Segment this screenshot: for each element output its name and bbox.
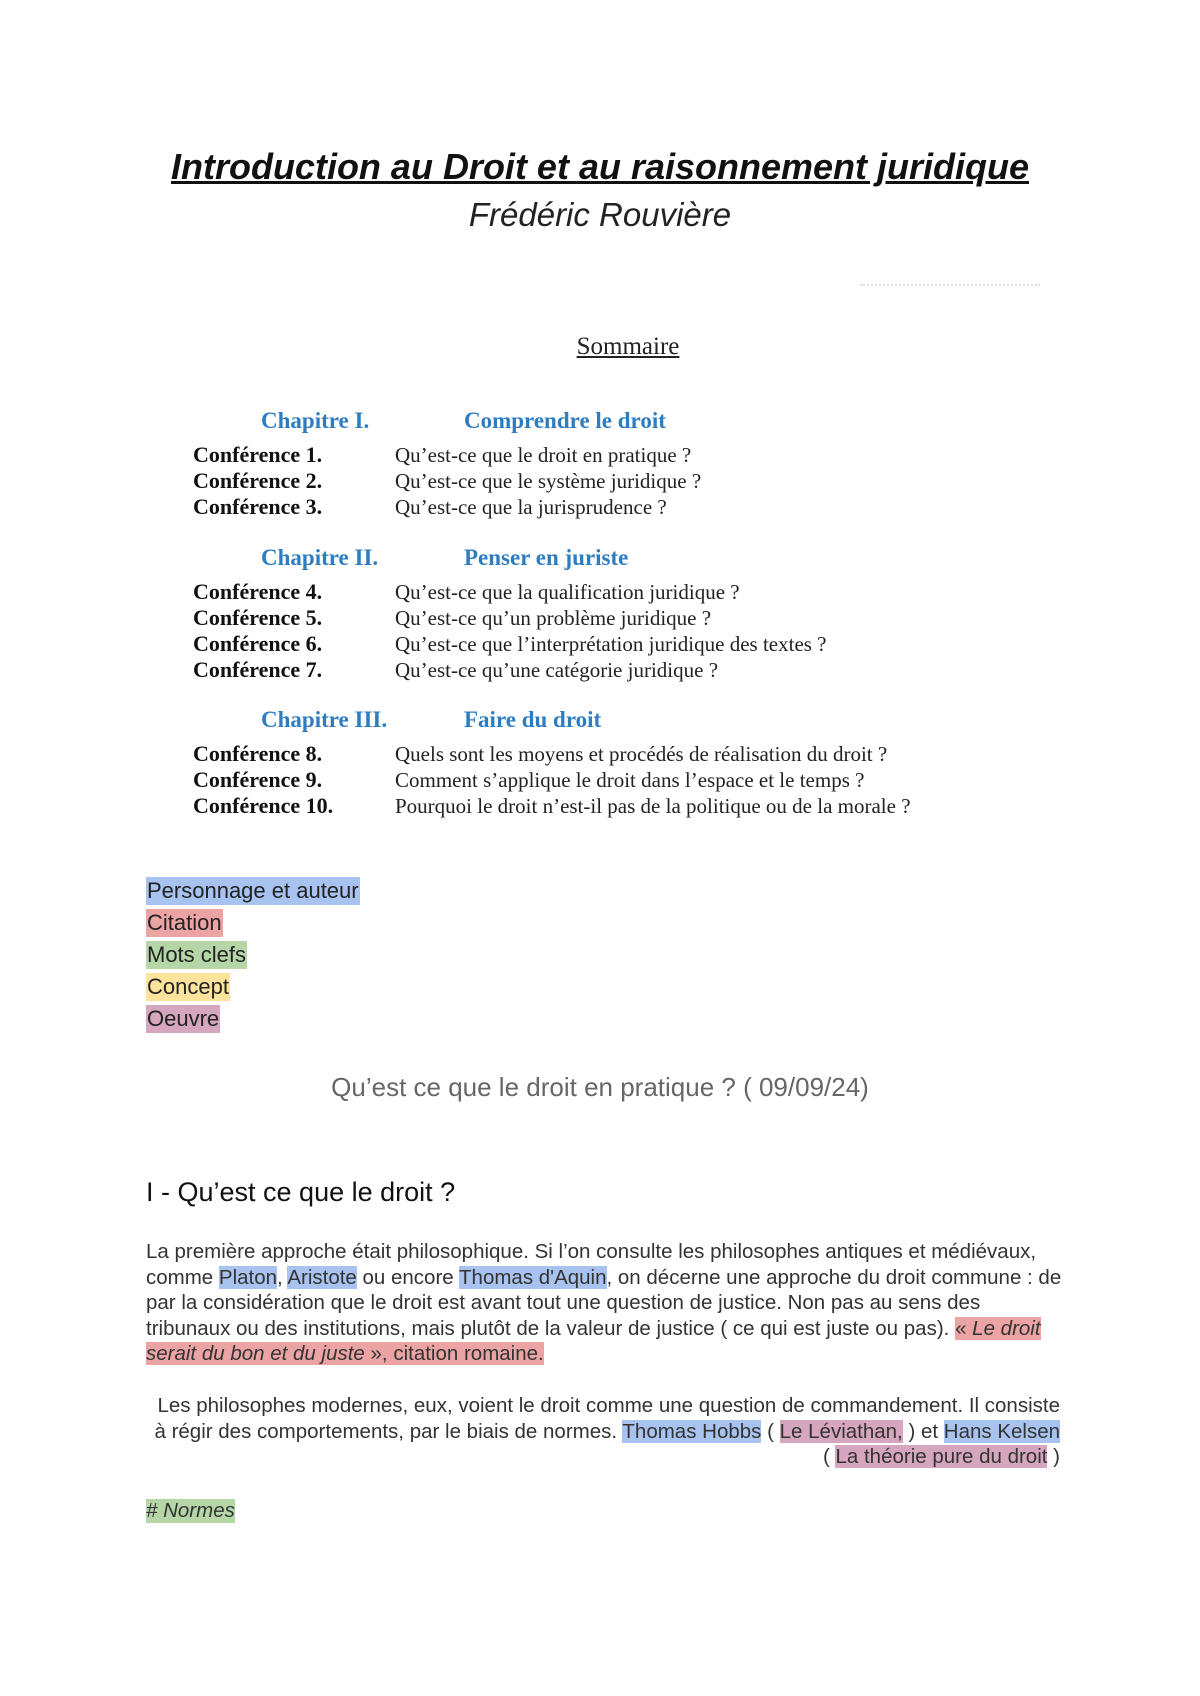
quote-text: Le droit serait du bon et du juste [146,1316,1041,1365]
chapter-label: Chapitre I. [261,408,370,433]
person-thomas-hobbs: Thomas Hobbs [622,1419,762,1443]
conference-question: Pourquoi le droit n’est-il pas de la politique ou de la morale ? [395,794,911,818]
person-thomas-daquin: Thomas d'Aquin [459,1265,607,1289]
text-run: ( [761,1419,780,1443]
conference-label: Conférence 4. [193,579,323,604]
text-run: ou encore [356,1265,460,1289]
legend-personnage: Personnage et auteur [147,878,359,903]
person-hans-kelsen: Hans Kelsen [943,1419,1060,1443]
conference-question: Qu’est-ce que le système juridique ? [395,469,702,493]
conference-label: Conférence 1. [193,442,323,467]
lecture-title: Qu’est ce que le droit en pratique ? ( 09/09/24) [331,1072,869,1102]
conference-question: Quels sont les moyens et procédés de réalisation du droit ? [395,742,888,766]
paragraph-ancient-approach [146,1239,1066,1367]
conference-question: Qu’est-ce qu’une catégorie juridique ? [395,658,719,682]
paragraph-modern-approach [146,1393,1060,1470]
summary-heading: Sommaire [576,333,680,360]
legend-citation: Citation [147,910,222,935]
faint-mark [860,284,1040,290]
chapter-title: Faire du droit [464,707,602,732]
chapter-label: Chapitre II. [261,545,379,570]
quote-close: », citation romaine. [364,1342,544,1365]
text-run: , on décerne une approche du droit commune : de par la considération que le droit est avant tout une question de justice. Non pas au sens des tribunaux ou des institutions, mais plutôt de la valeur de justice ( ce qui est juste ou pas). [146,1265,1062,1340]
conference-question: Qu’est-ce que la jurisprudence ? [395,495,667,519]
chapter-title: Comprendre le droit [464,408,666,433]
conference-label: Conférence 7. [193,657,323,682]
conference-label: Conférence 8. [193,741,323,766]
chapter-title: Penser en juriste [464,545,629,570]
document-title: Introduction au Droit et au raisonnement juridique [170,146,1030,187]
conference-question: Qu’est-ce que l’interprétation juridique des textes ? [395,632,827,656]
conference-label: Conférence 9. [193,767,323,792]
conference-label: Conférence 6. [193,631,323,656]
quote-open: « [955,1316,973,1340]
text-run: Les philosophes modernes, eux, voient le droit comme une question de commandement. Il consiste à régir des comportements, par le biais de normes. [154,1394,1060,1443]
work-leviathan: Le Léviathan, [779,1419,903,1443]
chapter-label: Chapitre III. [261,707,388,732]
conference-question: Qu’est-ce qu’un problème juridique ? [395,606,712,630]
text-run: ) et [902,1419,944,1443]
keyword-normes: # Normes [146,1499,235,1522]
conference-question: Comment s’applique le droit dans l’espace et le temps ? [395,768,865,792]
conference-label: Conférence 10. [193,793,334,818]
person-platon: Platon [218,1265,278,1289]
text-run: La première approche était philosophique. Si l’on consulte les philosophes antiques et médiévaux, comme [146,1240,1037,1289]
work-theorie-pure: La théorie pure du droit [835,1445,1048,1468]
text-run: ( [822,1445,836,1468]
conference-question: Qu’est-ce que le droit en pratique ? [395,443,692,467]
section-heading: I - Qu’est ce que le droit ? [146,1177,456,1207]
conference-label: Conférence 2. [193,468,323,493]
legend-mots-clefs: Mots clefs [147,942,247,967]
text-run: ) [1047,1445,1060,1468]
conference-label: Conférence 5. [193,605,323,630]
document-author: Frédéric Rouvière [468,196,732,233]
conference-label: Conférence 3. [193,494,323,519]
text-run: , [277,1265,288,1289]
person-aristote: Aristote [287,1265,357,1289]
legend-concept: Concept [147,974,229,999]
conference-question: Qu’est-ce que la qualification juridique ? [395,580,740,604]
legend-oeuvre: Oeuvre [147,1006,220,1031]
